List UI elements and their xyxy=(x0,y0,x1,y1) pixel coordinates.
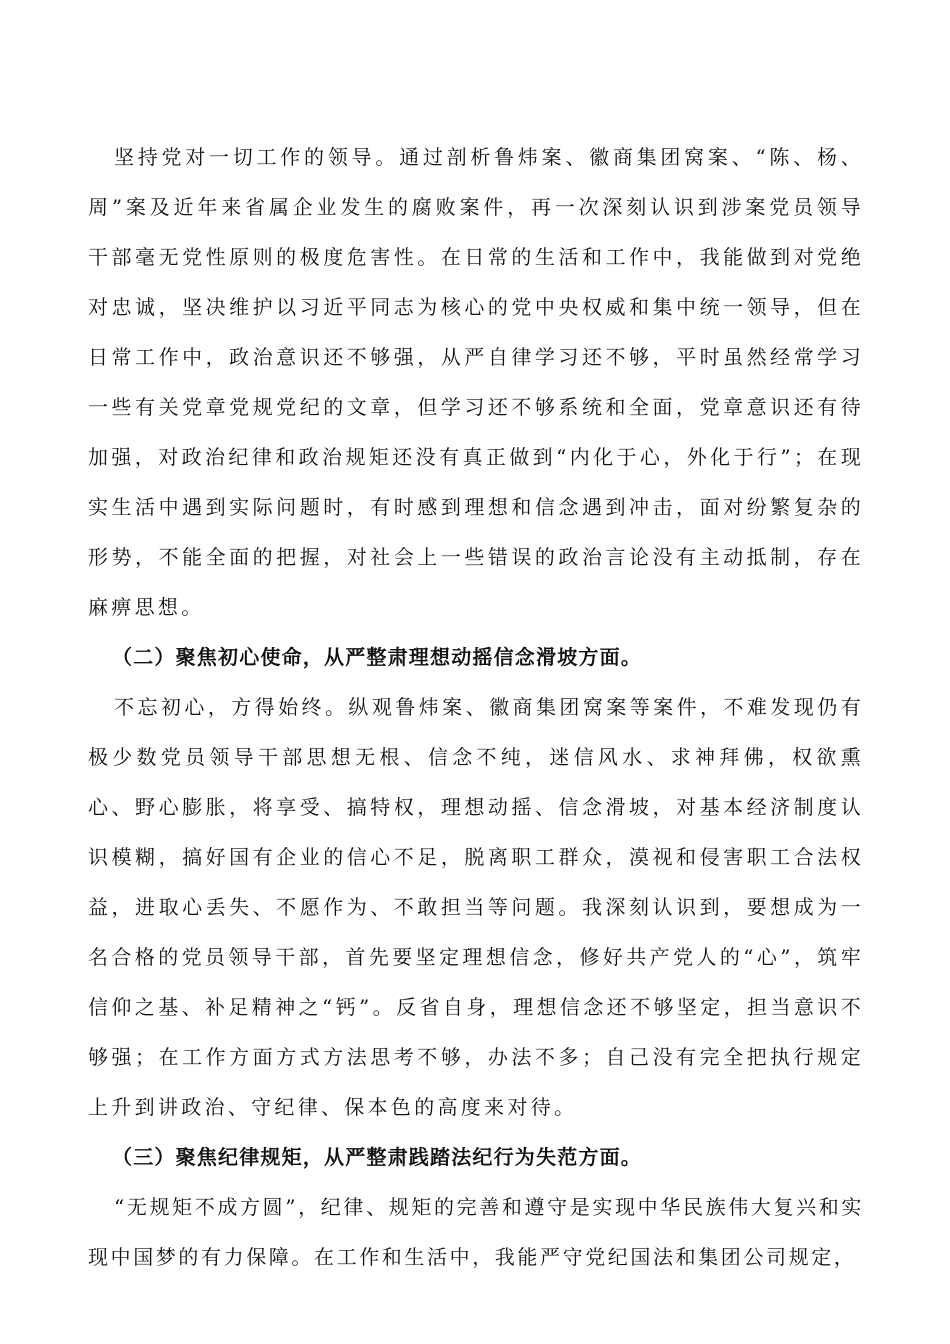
section-heading-3: （三）聚焦纪律规矩，从严整肃践踏法纪行为失范方面。 xyxy=(112,1145,642,1169)
paragraph-discipline-rules: “无规矩不成方圆”，纪律、规矩的完善和遵守是实现中华民族伟大复兴和实现中国梦的有力保障。在工作和生活中，我能严守党纪国法和集团公司规定， xyxy=(88,1195,864,1269)
section-heading-2: （二）聚焦初心使命，从严整肃理想动摇信念滑坡方面。 xyxy=(112,645,642,669)
paragraph-party-leadership: 坚持党对一切工作的领导。通过剖析鲁炜案、徽商集团窝案、“陈、杨、周”案及近年来省属企业发生的腐败案件，再一次深刻认识到涉案党员领导干部毫无党性原则的极度危害性。在日常的生活和工作中，我能做到对党绝对忠诚，坚决维护以习近平同志为核心的党中央权威和集中统一领导，但在日常工作中，政治意识还不够强，从严自律学习还不够，平时虽然经常学习一些有关党章党规党纪的文章，但学习还不够系统和全面，党章意识还有待加强，对政治纪律和政治规矩还没有真正做到“内化于心，外化于行”；在现实生活中遇到实际问题时，有时感到理想和信念遇到冲击，面对纷繁复杂的形势，不能全面的把握，对社会上一些错误的政治言论没有主动抵制，存在麻痹思想。 xyxy=(88,145,864,619)
paragraph-original-mission: 不忘初心，方得始终。纵观鲁炜案、徽商集团窝案等案件，不难发现仍有极少数党员领导干部思想无根、信念不纯，迷信风水、求神拜佛，权欲熏心、野心膨胀，将享受、搞特权，理想动摇、信念滑坡，对基本经济制度认识模糊，搞好国有企业的信心不足，脱离职工群众，漠视和侵害职工合法权益，进取心丢失、不愿作为、不敢担当等问题。我深刻认识到，要想成为一名合格的党员领导干部，首先要坚定理想信念，修好共产党人的“心”，筑牢信仰之基、补足精神之“钙”。反省自身，理想信念还不够坚定，担当意识不够强；在工作方面方式方法思考不够，办法不多；自己没有完全把执行规定上升到讲政治、守纪律、保本色的高度来对待。 xyxy=(88,695,864,1119)
document-body xyxy=(88,132,864,1282)
